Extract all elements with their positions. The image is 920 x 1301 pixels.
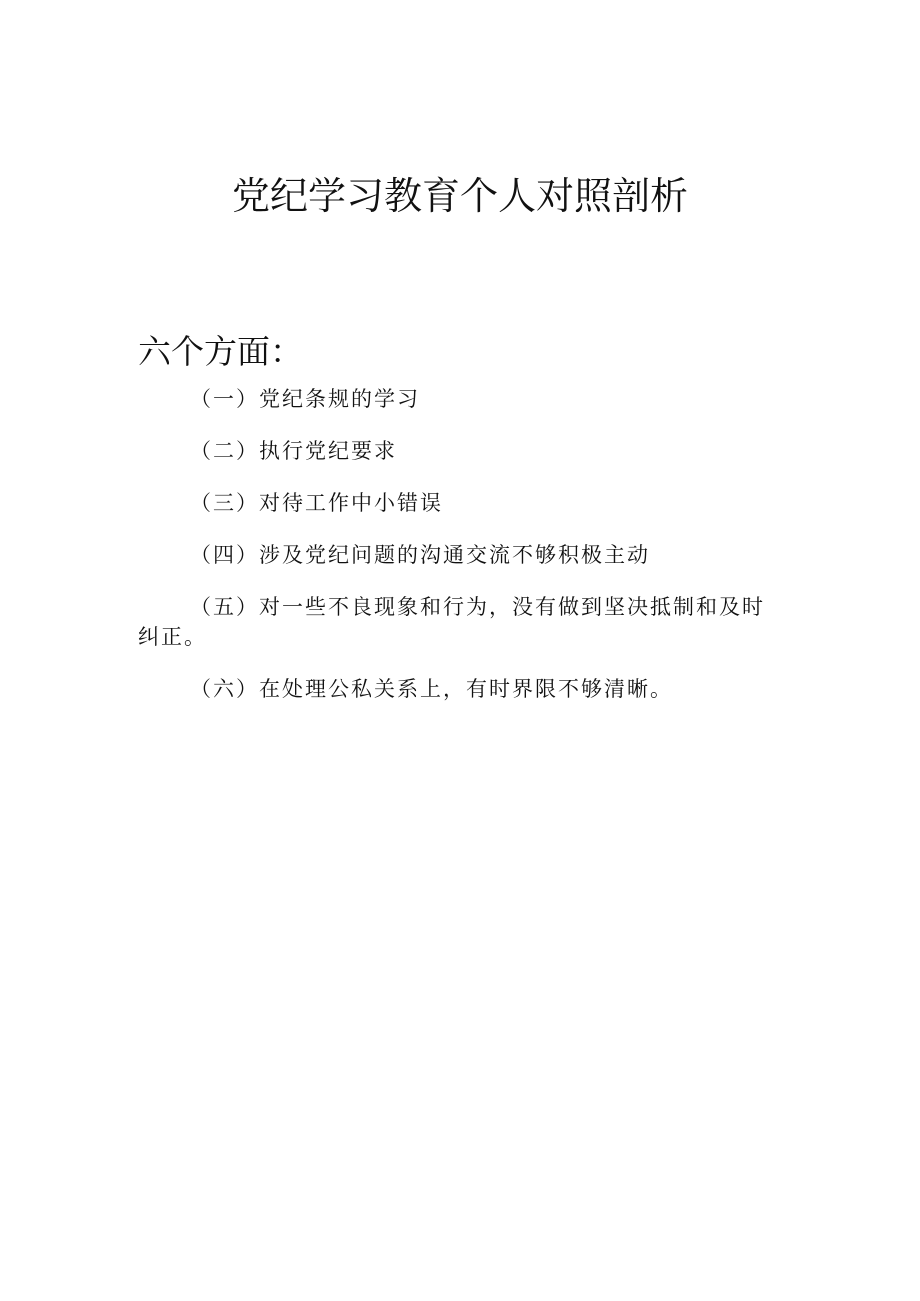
aspect-item-5: （五）对一些不良现象和行为，没有做到坚决抵制和及时纠正。 (138, 595, 765, 649)
aspect-item-6: （六）在处理公私关系上，有时界限不够清晰。 (190, 677, 673, 701)
document-title: 党纪学习教育个人对照剖析 (231, 174, 688, 218)
aspect-item-1: （一）党纪条规的学习 (190, 387, 420, 411)
aspect-item-4: （四）涉及党纪问题的沟通交流不够积极主动 (190, 543, 650, 567)
aspect-item-3: （三）对待工作中小错误 (190, 491, 443, 515)
aspect-list (138, 384, 778, 726)
section-heading: 六个方面： (138, 332, 303, 371)
aspect-item-2: （二）执行党纪要求 (190, 439, 397, 463)
